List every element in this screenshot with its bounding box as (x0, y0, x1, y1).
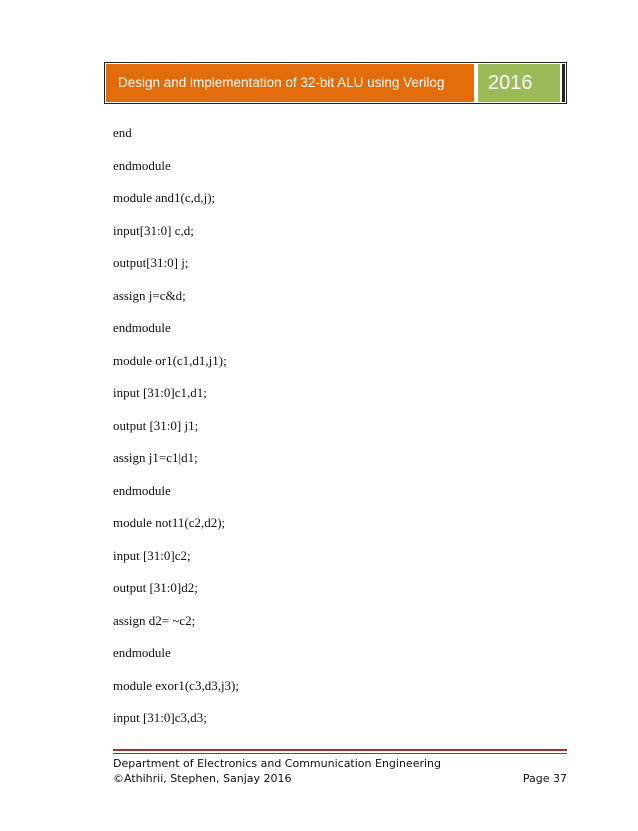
code-line: input [31:0]c1,d1; (113, 385, 207, 400)
code-line: module not11(c2,d2); (113, 515, 226, 530)
code-line: end (113, 125, 132, 140)
code-listing (113, 126, 239, 744)
code-line: assign d2= ~c2; (113, 612, 196, 628)
header-edge (562, 64, 565, 102)
code-line: endmodule (113, 645, 171, 660)
code-line: module and1(c,d,j); (113, 190, 216, 205)
code-line: module or1(c1,d1,j1); (113, 352, 227, 368)
code-line: endmodule (113, 157, 171, 173)
code-line: endmodule (113, 320, 171, 335)
code-line: output[31:0] j; (113, 255, 189, 270)
code-line: input [31:0]c2; (113, 547, 191, 563)
code-line: endmodule (113, 482, 171, 498)
code-line: assign j=c&d; (113, 287, 186, 303)
footer-rule-thin (113, 753, 567, 754)
code-line: assign j1=c1|d1; (113, 450, 198, 465)
code-line: output [31:0] j1; (113, 417, 199, 433)
footer-copyright: ©Athihrii, Stephen, Sanjay 2016 (113, 772, 292, 785)
code-line: input [31:0]c3,d3; (113, 710, 207, 725)
page-number: Page 37 (522, 772, 567, 785)
footer-rule (113, 749, 567, 751)
code-line: output [31:0]d2; (113, 580, 198, 595)
header-year: 2016 (478, 64, 560, 102)
header-title: Design and implementation of 32-bit ALU using Verilog (106, 64, 474, 102)
code-line: input[31:0] c,d; (113, 222, 194, 238)
code-line: module exor1(c3,d3,j3); (113, 677, 239, 693)
footer-department: Department of Electronics and Communication Engineering (113, 757, 441, 770)
